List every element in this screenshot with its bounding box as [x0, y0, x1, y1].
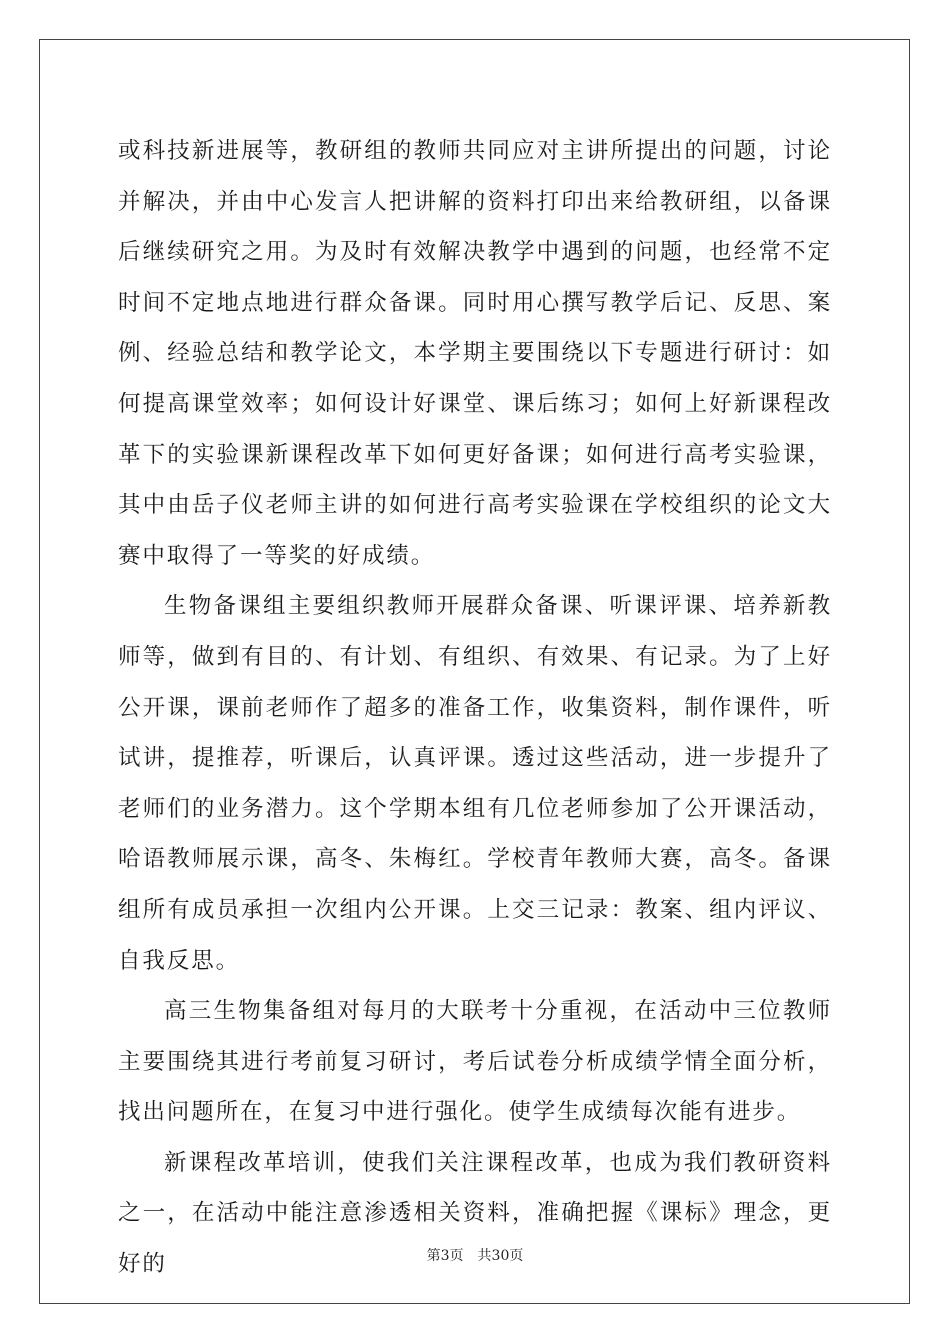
- paragraph-4: 新课程改革培训，使我们关注课程改革，也成为我们教研资料之一，在活动中能注意渗透相关资料，准确把握《课标》理念，更好的: [118, 1149, 832, 1278]
- paragraph-3: 高三生物集备组对每月的大联考十分重视，在活动中三位教师主要围绕其进行考前复习研讨，考后试卷分析成绩学情全面分析，找出问题所在，在复习中进行强化。使学生成绩每次能有进步。: [118, 998, 832, 1126]
- current-page-label: 第3页: [426, 1248, 464, 1264]
- paragraph-1: 或科技新进展等，教研组的教师共同应对主讲所提出的问题，讨论并解决，并由中心发言人把讲解的资料打印出来给教研组，以备课后继续研究之用。为及时有效解决教学中遇到的问题，也经常不定时间不定地点地进行群众备课。同时用心撰写教学后记、反思、案例、经验总结和教学论文，本学期主要围绕以下专题进行研讨：如何提高课堂效率；如何设计好课堂、课后练习；如何上好新课程改革下的实验课新课程改革下如何更好备课；如何进行高考实验课，其中由岳子仪老师主讲的如何进行高考实验课在学校组织的论文大赛中取得了一等奖的好成绩。: [118, 138, 832, 569]
- page-footer: [0, 1245, 950, 1265]
- document-body: [118, 126, 832, 1290]
- total-pages-label: 共30页: [477, 1248, 524, 1264]
- paragraph-2: 生物备课组主要组织教师开展群众备课、听课评课、培养新教师等，做到有目的、有计划、有组织、有效果、有记录。为了上好公开课，课前老师作了超多的准备工作，收集资料，制作课件，听试讲，提推荐，听课后，认真评课。透过这些活动，进一步提升了老师们的业务潜力。这个学期本组有几位老师参加了公开课活动，哈语教师展示课，高冬、朱梅红。学校青年教师大赛，高冬。备课组所有成员承担一次组内公开课。上交三记录：教案、组内评议、自我反思。: [118, 593, 832, 974]
